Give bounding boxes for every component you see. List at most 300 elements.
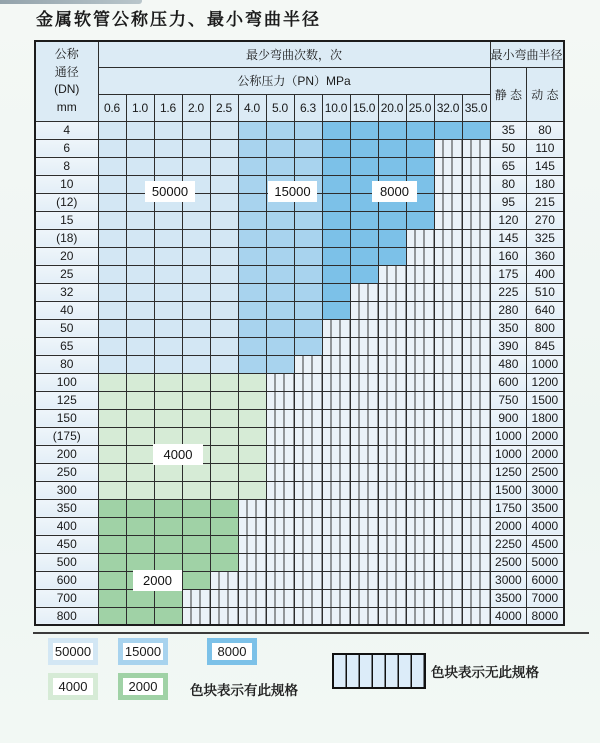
legend-no-spec-swatch — [332, 653, 426, 689]
spec-cell — [182, 265, 210, 283]
spec-cell — [98, 427, 126, 445]
no-spec-cell — [266, 409, 294, 427]
spec-cell — [266, 355, 294, 373]
static-radius-value: 2500 — [490, 553, 527, 571]
no-spec-cell — [378, 553, 406, 571]
static-radius-value: 3000 — [490, 571, 527, 589]
spec-cell — [182, 157, 210, 175]
spec-cell — [182, 211, 210, 229]
pressure-header-25.0: 25.0 — [406, 94, 434, 121]
static-radius-value: 280 — [490, 301, 527, 319]
spec-cell — [350, 139, 378, 157]
no-spec-cell — [434, 337, 462, 355]
spec-cell — [126, 283, 154, 301]
spec-cell — [154, 121, 182, 139]
static-radius-value: 600 — [490, 373, 527, 391]
dn-header-line: 通径 — [54, 64, 79, 79]
no-spec-cell — [462, 337, 490, 355]
no-spec-cell — [238, 607, 266, 625]
spec-cell — [126, 265, 154, 283]
pressure-header-2.5: 2.5 — [210, 94, 238, 121]
no-spec-cell — [350, 481, 378, 499]
spec-cell — [154, 373, 182, 391]
spec-cell — [182, 319, 210, 337]
static-radius-value: 1250 — [490, 463, 527, 481]
no-spec-cell — [266, 427, 294, 445]
no-spec-cell — [266, 571, 294, 589]
no-spec-cell — [462, 247, 490, 265]
no-spec-cell — [294, 571, 322, 589]
spec-cell — [98, 481, 126, 499]
no-spec-cell — [434, 139, 462, 157]
no-spec-cell — [462, 517, 490, 535]
no-spec-cell — [238, 589, 266, 607]
spec-cell — [294, 283, 322, 301]
spec-cell — [294, 301, 322, 319]
spec-cell — [154, 607, 182, 625]
no-spec-cell — [294, 427, 322, 445]
spec-cell — [98, 265, 126, 283]
no-spec-cell — [462, 373, 490, 391]
no-spec-cell — [350, 283, 378, 301]
spec-cell — [126, 517, 154, 535]
spec-cell — [126, 445, 154, 463]
dynamic-radius-value: 7000 — [527, 589, 564, 607]
dn-value: 700 — [35, 589, 98, 607]
spec-cell — [322, 229, 350, 247]
spec-cell — [210, 409, 238, 427]
dn-value: 4 — [35, 121, 98, 139]
dn-value: 6 — [35, 139, 98, 157]
dynamic-radius-value: 80 — [527, 121, 564, 139]
spec-cell — [126, 409, 154, 427]
no-spec-cell — [434, 535, 462, 553]
no-spec-cell — [434, 301, 462, 319]
hose-spec-table — [34, 40, 565, 626]
no-spec-cell — [378, 499, 406, 517]
no-spec-cell — [266, 535, 294, 553]
dn-value: 400 — [35, 517, 98, 535]
spec-cell — [98, 175, 126, 193]
legend-swatch-2000 — [118, 673, 168, 700]
spec-cell — [322, 157, 350, 175]
spec-cell — [98, 319, 126, 337]
table-row-dn-600 — [35, 571, 564, 589]
spec-cell — [434, 121, 462, 139]
no-spec-cell — [462, 427, 490, 445]
pressure-header-4.0: 4.0 — [238, 94, 266, 121]
spec-cell — [182, 139, 210, 157]
static-radius-value: 900 — [490, 409, 527, 427]
no-spec-cell — [462, 175, 490, 193]
dynamic-radius-value: 110 — [527, 139, 564, 157]
no-spec-cell — [462, 607, 490, 625]
static-radius-value: 1750 — [490, 499, 527, 517]
table-row-dn-80 — [35, 355, 564, 373]
no-spec-cell — [350, 337, 378, 355]
spec-cell — [378, 139, 406, 157]
spec-cell — [238, 193, 266, 211]
spec-cell — [154, 427, 182, 445]
spec-cell — [154, 319, 182, 337]
no-spec-cell — [294, 607, 322, 625]
no-spec-cell — [406, 517, 434, 535]
spec-cell — [210, 121, 238, 139]
spec-cell — [238, 229, 266, 247]
no-spec-cell — [462, 481, 490, 499]
table-row-dn-300 — [35, 481, 564, 499]
no-spec-cell — [182, 607, 210, 625]
table-row-dn-20 — [35, 247, 564, 265]
no-spec-cell — [378, 319, 406, 337]
nominal-pressure-header: 公称压力（PN）MPa — [98, 67, 490, 94]
no-spec-cell — [350, 589, 378, 607]
no-spec-cell — [350, 517, 378, 535]
spec-cell — [294, 157, 322, 175]
dynamic-radius-value: 8000 — [527, 607, 564, 625]
spec-cell — [98, 301, 126, 319]
spec-cell — [210, 535, 238, 553]
no-spec-cell — [434, 427, 462, 445]
legend-swatch-4000 — [48, 673, 98, 700]
spec-cell — [154, 337, 182, 355]
pressure-header-5.0: 5.0 — [266, 94, 294, 121]
spec-cell — [406, 121, 434, 139]
dynamic-radius-value: 400 — [527, 265, 564, 283]
spec-cell — [182, 337, 210, 355]
spec-cell — [238, 157, 266, 175]
spec-cell — [322, 247, 350, 265]
no-spec-cell — [294, 517, 322, 535]
spec-cell — [266, 283, 294, 301]
no-spec-cell — [322, 553, 350, 571]
dynamic-radius-value: 845 — [527, 337, 564, 355]
spec-cell — [322, 175, 350, 193]
legend-swatch-label: 8000 — [212, 643, 252, 660]
spec-cell — [350, 121, 378, 139]
spec-cell — [238, 481, 266, 499]
no-spec-cell — [350, 409, 378, 427]
no-spec-cell — [434, 445, 462, 463]
no-spec-cell — [378, 607, 406, 625]
pressure-header-15.0: 15.0 — [350, 94, 378, 121]
spec-cell — [266, 337, 294, 355]
no-spec-cell — [378, 283, 406, 301]
no-spec-cell — [406, 427, 434, 445]
spec-cell — [98, 373, 126, 391]
dn-value: 50 — [35, 319, 98, 337]
no-spec-cell — [322, 481, 350, 499]
legend-swatch-label: 15000 — [124, 644, 162, 659]
spec-cell — [266, 121, 294, 139]
spec-cell — [126, 337, 154, 355]
spec-cell — [182, 373, 210, 391]
spec-cell — [210, 499, 238, 517]
table-row-dn-4 — [35, 121, 564, 139]
spec-cell — [378, 157, 406, 175]
no-spec-cell — [322, 427, 350, 445]
spec-cell — [238, 283, 266, 301]
spec-cell — [98, 535, 126, 553]
no-spec-cell — [434, 211, 462, 229]
spec-cell — [154, 139, 182, 157]
no-spec-cell — [434, 193, 462, 211]
spec-cell — [98, 193, 126, 211]
spec-cell — [210, 319, 238, 337]
header-row-2 — [35, 67, 564, 94]
dn-value: 80 — [35, 355, 98, 373]
spec-cell — [182, 553, 210, 571]
spec-cell — [322, 139, 350, 157]
spec-cell — [210, 427, 238, 445]
dn-value: 100 — [35, 373, 98, 391]
no-spec-cell — [462, 553, 490, 571]
no-spec-cell — [406, 391, 434, 409]
spec-cell — [210, 247, 238, 265]
spec-cell — [322, 211, 350, 229]
no-spec-cell — [266, 589, 294, 607]
no-spec-cell — [294, 355, 322, 373]
spec-cell — [182, 301, 210, 319]
spec-cell — [322, 265, 350, 283]
no-spec-cell — [462, 229, 490, 247]
table-row-dn-400 — [35, 517, 564, 535]
static-radius-value: 225 — [490, 283, 527, 301]
spec-cell — [378, 247, 406, 265]
dynamic-radius-value: 800 — [527, 319, 564, 337]
pressure-header-35.0: 35.0 — [462, 94, 490, 121]
table-row-dn-8 — [35, 157, 564, 175]
no-spec-cell — [350, 571, 378, 589]
no-spec-cell — [462, 409, 490, 427]
dn-column-header — [35, 41, 98, 121]
spec-cell — [294, 211, 322, 229]
spec-cell — [182, 535, 210, 553]
static-radius-value: 1000 — [490, 427, 527, 445]
no-spec-cell — [350, 301, 378, 319]
no-spec-cell — [238, 553, 266, 571]
no-spec-cell — [462, 319, 490, 337]
pressure-header-0.6: 0.6 — [98, 94, 126, 121]
dn-value: 450 — [35, 535, 98, 553]
spec-cell — [126, 211, 154, 229]
no-spec-cell — [462, 535, 490, 553]
spec-cell — [98, 139, 126, 157]
no-spec-cell — [322, 535, 350, 553]
no-spec-cell — [322, 589, 350, 607]
no-spec-cell — [294, 553, 322, 571]
no-spec-cell — [266, 517, 294, 535]
spec-cell — [266, 229, 294, 247]
spec-cell — [98, 409, 126, 427]
no-spec-cell — [378, 481, 406, 499]
no-spec-cell — [406, 481, 434, 499]
spec-cell — [98, 355, 126, 373]
spec-cell — [182, 463, 210, 481]
spec-cell — [350, 157, 378, 175]
spec-cell — [126, 139, 154, 157]
dynamic-radius-value: 2000 — [527, 427, 564, 445]
spec-cell — [182, 409, 210, 427]
no-spec-cell — [294, 409, 322, 427]
spec-cell — [378, 211, 406, 229]
spec-cell — [322, 121, 350, 139]
table-row-dn-100 — [35, 373, 564, 391]
dynamic-radius-value: 640 — [527, 301, 564, 319]
dynamic-radius-value: 4500 — [527, 535, 564, 553]
spec-cell — [210, 211, 238, 229]
min-bend-radius-header: 最小弯曲半径 — [490, 41, 564, 67]
dynamic-radius-value: 325 — [527, 229, 564, 247]
no-spec-cell — [238, 517, 266, 535]
no-spec-cell — [406, 589, 434, 607]
no-spec-cell — [294, 391, 322, 409]
spec-cell — [98, 463, 126, 481]
spec-cell — [350, 247, 378, 265]
no-spec-cell — [378, 301, 406, 319]
no-spec-cell — [406, 499, 434, 517]
spec-cell — [238, 211, 266, 229]
no-spec-cell — [378, 463, 406, 481]
no-spec-cell — [406, 445, 434, 463]
spec-cell — [266, 247, 294, 265]
dynamic-radius-value: 4000 — [527, 517, 564, 535]
no-spec-cell — [266, 607, 294, 625]
spec-cell — [406, 211, 434, 229]
spec-cell — [266, 211, 294, 229]
spec-cell — [210, 157, 238, 175]
spec-cell — [210, 355, 238, 373]
static-radius-value: 2000 — [490, 517, 527, 535]
static-radius-value: 175 — [490, 265, 527, 283]
spec-cell — [154, 481, 182, 499]
spec-cell — [98, 391, 126, 409]
spec-cell — [182, 499, 210, 517]
legend-swatch-15000 — [118, 638, 168, 665]
pressure-header-1.0: 1.0 — [126, 94, 154, 121]
spec-cell — [210, 193, 238, 211]
dynamic-radius-value: 145 — [527, 157, 564, 175]
static-column-header: 静 态 — [490, 67, 527, 121]
no-spec-cell — [462, 463, 490, 481]
dn-value: 800 — [35, 607, 98, 625]
spec-cell — [406, 139, 434, 157]
spec-cell — [126, 535, 154, 553]
spec-cell — [126, 553, 154, 571]
no-spec-cell — [350, 607, 378, 625]
no-spec-cell — [266, 445, 294, 463]
dynamic-radius-value: 215 — [527, 193, 564, 211]
dynamic-radius-value: 1200 — [527, 373, 564, 391]
table-row-dn-450 — [35, 535, 564, 553]
spec-cell — [126, 157, 154, 175]
spec-cell — [322, 193, 350, 211]
spec-cell — [294, 337, 322, 355]
spec-cell — [238, 355, 266, 373]
dynamic-radius-value: 270 — [527, 211, 564, 229]
no-spec-cell — [434, 157, 462, 175]
no-spec-cell — [462, 283, 490, 301]
no-spec-cell — [378, 571, 406, 589]
dn-value: (175) — [35, 427, 98, 445]
spec-cell — [154, 301, 182, 319]
no-spec-cell — [210, 607, 238, 625]
dn-header-line: (DN) — [54, 82, 80, 97]
no-spec-cell — [238, 535, 266, 553]
spec-cell — [266, 301, 294, 319]
no-spec-cell — [266, 373, 294, 391]
spec-cell — [154, 265, 182, 283]
spec-cell — [126, 121, 154, 139]
no-spec-cell — [378, 391, 406, 409]
spec-cell — [322, 301, 350, 319]
spec-cell — [126, 463, 154, 481]
spec-cell — [182, 481, 210, 499]
dn-value: (12) — [35, 193, 98, 211]
no-spec-cell — [434, 607, 462, 625]
no-spec-cell — [406, 265, 434, 283]
spec-cell — [182, 517, 210, 535]
table-row-dn-250 — [35, 463, 564, 481]
spec-cell — [98, 229, 126, 247]
spec-cell — [378, 121, 406, 139]
no-spec-cell — [350, 373, 378, 391]
table-row-dn-40 — [35, 301, 564, 319]
no-spec-cell — [462, 193, 490, 211]
dynamic-radius-value: 2000 — [527, 445, 564, 463]
bend-times-header: 最少弯曲次数，次 — [98, 41, 490, 67]
static-radius-value: 4000 — [490, 607, 527, 625]
legend-has-spec-label: 色块表示有此规格 — [190, 683, 298, 698]
spec-cell — [126, 427, 154, 445]
dynamic-radius-value: 1000 — [527, 355, 564, 373]
spec-cell — [294, 265, 322, 283]
no-spec-cell — [406, 283, 434, 301]
spec-cell — [154, 157, 182, 175]
spec-cell — [182, 229, 210, 247]
no-spec-cell — [434, 247, 462, 265]
no-spec-cell — [350, 553, 378, 571]
dynamic-radius-value: 2500 — [527, 463, 564, 481]
table-row-dn-25 — [35, 265, 564, 283]
no-spec-cell — [238, 499, 266, 517]
spec-cell — [210, 139, 238, 157]
static-radius-value: 750 — [490, 391, 527, 409]
page-title: 金属软管公称压力、最小弯曲半径 — [36, 10, 321, 29]
no-spec-cell — [406, 607, 434, 625]
static-radius-value: 1500 — [490, 481, 527, 499]
table-row-dn-6 — [35, 139, 564, 157]
spec-cell — [154, 553, 182, 571]
static-radius-value: 50 — [490, 139, 527, 157]
no-spec-cell — [182, 589, 210, 607]
no-spec-cell — [462, 139, 490, 157]
no-spec-cell — [294, 463, 322, 481]
spec-cell — [126, 247, 154, 265]
dynamic-column-header: 动 态 — [527, 67, 564, 121]
spec-cell — [210, 553, 238, 571]
no-spec-cell — [378, 409, 406, 427]
no-spec-cell — [322, 445, 350, 463]
no-spec-cell — [322, 337, 350, 355]
no-spec-cell — [462, 355, 490, 373]
spec-cell — [98, 247, 126, 265]
no-spec-cell — [434, 229, 462, 247]
spec-cell — [294, 247, 322, 265]
static-radius-value: 390 — [490, 337, 527, 355]
no-spec-cell — [378, 373, 406, 391]
spec-cell — [126, 391, 154, 409]
